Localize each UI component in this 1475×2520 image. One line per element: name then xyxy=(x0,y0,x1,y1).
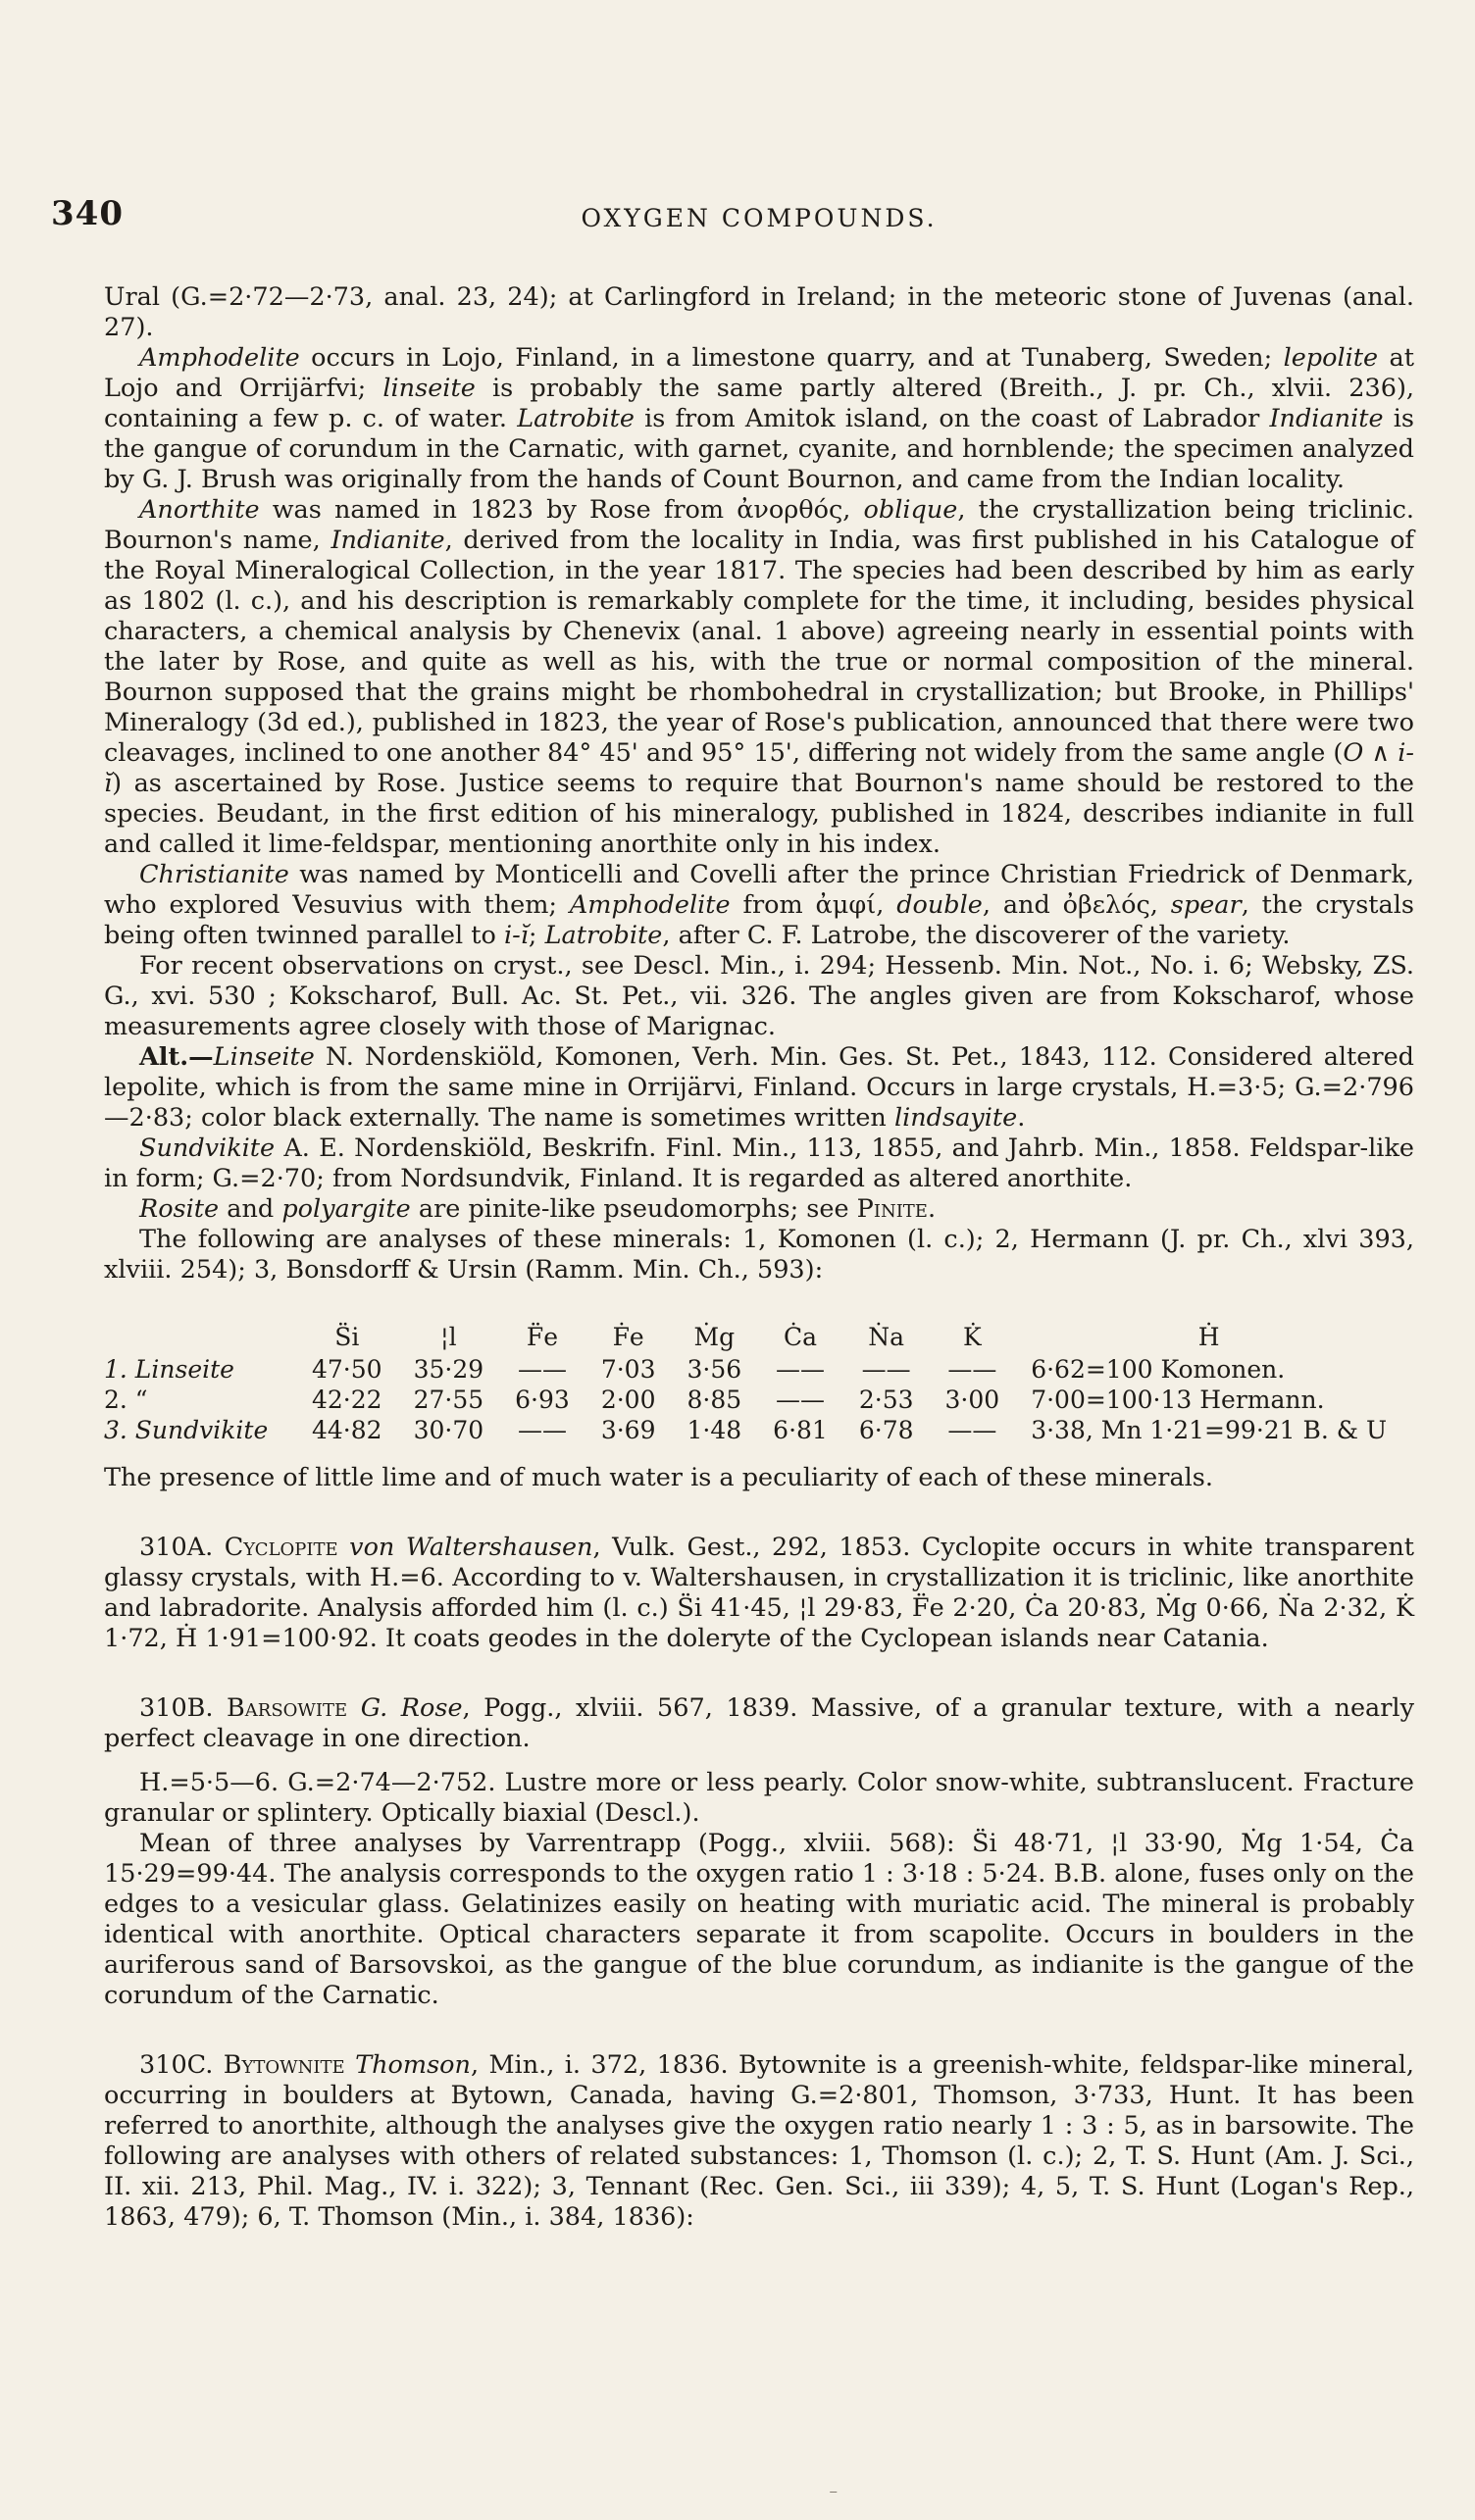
table-header-cell: F̈e xyxy=(526,1322,559,1351)
table-cell: 42·22 xyxy=(312,1386,382,1414)
table-cell: 6·62=100 Komonen. xyxy=(1031,1355,1286,1384)
table-cell: 3·56 xyxy=(687,1355,742,1384)
table-cell: —— xyxy=(517,1355,567,1384)
pinite-cross-reference: Pinite xyxy=(856,1194,928,1224)
table-cell: 47·50 xyxy=(312,1355,382,1384)
paragraph-barsowite-analysis: Mean of three analyses by Varrentrapp (Pogg., xlviii. 568): S̈i 48·71, ¦l 33·90, Ṁg 1·54, Ċa 15·29=99·44. The analysis corresponds to the oxygen ratio 1 : 3·18 : 5·24. B.B. alone, fuses only on the edges to a vesicular glass. Gelatinizes easily on heating with muriatic acid. The mineral is probably identical with anorthite. Optical characters separate it from scapolite. Occurs in boulders in the auriferous sand of Barsovskoi, as the gangue of the blue corundum, as indianite is the gangue of the corundum of the Carnatic. xyxy=(104,1829,1414,2010)
paragraph-alteration: Alt.—Linseite N. Nordenskiöld, Komonen, Verh. Min. Ges. St. Pet., 1843, 112. Considered altered lepolite, which is from the same mine in Orrijärvi, Finland. Occurs in large crystals, H.=3·5; G.=2·796 —2·83; color black externally. The name is sometimes written lindsayite. xyxy=(104,1042,1414,1133)
section-310c-bytownite: 310C. Bytownite Thomson, Min., i. 372, 1836. Bytownite is a greenish-white, feldspar-like mineral, occurring in boulders at Bytown, Canada, having G.=2·801, Thomson, 3·733, Hunt. It has been referred to anorthite, although the analyses give the oxygen ratio nearly 1 : 3 : 5, as in barsowite. The following are analyses with others of related substances: 1, Thomson (l. c.); 2, T. S. Hunt (Am. J. Sci., II. xii. 213, Phil. Mag., IV. i. 322); 3, Tennant (Rec. Gen. Sci., iii 339); 4, 5, T. S. Hunt (Logan's Rep., 1863, 479); 6, T. Thomson (Min., i. 384, 1836): xyxy=(104,2050,1414,2232)
table-row xyxy=(104,1354,1434,1385)
table-cell: —— xyxy=(776,1386,825,1414)
table-cell: 3·69 xyxy=(600,1416,656,1444)
table-cell: 2·53 xyxy=(858,1386,914,1414)
table-header-cell: Ċa xyxy=(783,1322,818,1351)
section-heading: Cyclopite xyxy=(224,1533,338,1562)
table-header-cell xyxy=(1402,1319,1434,1354)
table-cell: 6·78 xyxy=(858,1416,914,1444)
section-heading: Bytownite xyxy=(223,2050,345,2080)
table-header-cell: S̈i xyxy=(334,1322,360,1351)
table-header-cell: Ṅa xyxy=(868,1322,905,1351)
table-cell: 1·48 xyxy=(687,1416,742,1444)
page-header xyxy=(51,194,1414,243)
table-cell: —— xyxy=(776,1355,825,1384)
table-cell: 8·85 xyxy=(687,1386,742,1414)
table-header-cell: Ḣ xyxy=(1197,1322,1220,1351)
analysis-table-header xyxy=(104,1319,1434,1354)
table-cell: 3. Sundvikite xyxy=(104,1416,269,1444)
table-cell: 3·00 xyxy=(944,1386,1000,1414)
table-cell: 44·82 xyxy=(312,1416,382,1444)
table-header-cell: ¦l xyxy=(440,1322,457,1351)
paragraph-rosite: Rosite and polyargite are pinite-like pseudomorphs; see Pinite. xyxy=(139,1194,937,1224)
table-header-cell: Ṁg xyxy=(693,1322,736,1351)
table-row xyxy=(104,1385,1434,1415)
table-cell: 30·70 xyxy=(413,1416,484,1444)
paragraph-christianite: Christianite was named by Monticelli and Covelli after the prince Christian Friedrick of Denmark, who explored Vesuvius with them; Amphodelite from ἀμφί, double, and ὀβελός, spear, the crystals being often twinned parallel to i-ĭ; Latrobite, after C. F. Latrobe, the discoverer of the variety. xyxy=(104,860,1414,950)
table-cell: 2. “ xyxy=(104,1386,148,1414)
table-cell: 3·38, Mn 1·21=99·21 B. & U xyxy=(1031,1416,1388,1444)
paragraph-ural: Ural (G.=2·72—2·73, anal. 23, 24); at Carlingford in Ireland; in the meteoric stone of Juvenas (anal. 27). xyxy=(104,282,1414,342)
body-text xyxy=(104,282,1414,2233)
table-cell: —— xyxy=(517,1416,567,1444)
paragraph-barsowite-physical: H.=5·5—6. G.=2·74—2·752. Lustre more or less pearly. Color snow-white, subtranslucent. Fracture granular or splintery. Optically biaxial (Descl.). xyxy=(104,1768,1414,1828)
paragraph-recent-observations: For recent observations on cryst., see Descl. Min., i. 294; Hessenb. Min. Not., No. i. 6; Websky, ZS. G., xvi. 530 ; Kokscharof, Bull. Ac. St. Pet., vii. 326. The angles given are from Kokscharof, whose measurements agree closely with those of Marignac. xyxy=(104,951,1414,1041)
table-cell: 35·29 xyxy=(413,1355,484,1384)
table-cell: 1. Linseite xyxy=(104,1355,234,1384)
table-header-cell xyxy=(104,1319,296,1354)
table-cell: 2·00 xyxy=(600,1386,656,1414)
section-310b-barsowite: 310B. Barsowite G. Rose, Pogg., xlviii. 567, 1839. Massive, of a granular texture, with a nearly perfect cleavage in one direction. xyxy=(104,1693,1414,1753)
analysis-table xyxy=(104,1319,1434,1445)
paragraph-amphodelite: Amphodelite occurs in Lojo, Finland, in a limestone quarry, and at Tunaberg, Sweden; lepolite at Lojo and Orrijärfvi; linseite is probably the same partly altered (Breith., J. pr. Ch., xlvii. 236), containing a few p. c. of water. Latrobite is from Amitok island, on the coast of Labrador Indianite is the gangue of corundum in the Carnatic, with garnet, cyanite, and hornblende; the specimen analyzed by G. J. Brush was originally from the hands of Count Bournon, and came from the Indian locality. xyxy=(104,343,1414,494)
table-header-cell: K̇ xyxy=(963,1322,982,1351)
table-cell: —— xyxy=(947,1355,997,1384)
paragraph-anorthite: Anorthite was named in 1823 by Rose from ἀνορθός, oblique, the crystallization being triclinic. Bournon's name, Indianite, derived from the locality in India, was first published in his Catalogue of the Royal Mineralogical Collection, in the year 1817. The species had been described by him as early as 1802 (l. c.), and his description is remarkably complete for the time, it including, besides physical characters, a chemical analysis by Chenevix (anal. 1 above) agreeing nearly in essential points with the later by Rose, and quite as well as his, with the true or normal composition of the mineral. Bournon supposed that the grains might be rhombohedral in crystallization; but Brooke, in Phillips' Mineralogy (3d ed.), published in 1823, the year of Rose's publication, announced that there were two cleavages, inclined to one another 84° 45' and 95° 15', differing not widely from the same angle (O ∧ i-ĭ) as ascertained by Rose. Justice seems to require that Bournon's name should be restored to the species. Beudant, in the first edition of his mineralogy, published in 1824, describes indianite in full and called it lime-feldspar, mentioning anorthite only in his index. xyxy=(104,495,1415,859)
table-cell: 27·55 xyxy=(413,1386,484,1414)
table-cell: —— xyxy=(947,1416,997,1444)
footer-mark: ⁻ xyxy=(829,2486,839,2506)
running-title: OXYGEN COMPOUNDS. xyxy=(581,204,938,232)
section-heading: Barsowite xyxy=(227,1693,348,1723)
paragraph-presence-of-lime: The presence of little lime and of much water is a peculiarity of each of these minerals. xyxy=(104,1463,1214,1492)
table-cell: 7·00=100·13 Hermann. xyxy=(1031,1386,1325,1414)
table-header-cell: Ḟe xyxy=(612,1322,644,1351)
paragraph-sundvikite: Sundvikite A. E. Nordenskiöld, Beskrifn. Finl. Min., 113, 1855, and Jahrb. Min., 1858. Feldspar-like in form; G.=2·70; from Nordsundvik, Finland. It is regarded as altered anorthite. xyxy=(104,1134,1414,1193)
section-310a-cyclopite: 310A. Cyclopite von Waltershausen, Vulk. Gest., 292, 1853. Cyclopite occurs in white transparent glassy crystals, with H.=6. According to v. Waltershausen, in crystallization it is triclinic, like anorthite and labradorite. Analysis afforded him (l. c.) S̈i 41·45, ¦l 29·83, F̈e 2·20, Ċa 20·83, Ṁg 0·66, Ṅa 2·32, K̇ 1·72, Ḣ 1·91=100·92. It coats geodes in the doleryte of the Cyclopean islands near Catania. xyxy=(104,1533,1414,1653)
table-cell: —— xyxy=(861,1355,911,1384)
table-cell: 6·81 xyxy=(773,1416,828,1444)
page-number: 340 xyxy=(51,194,124,233)
table-cell: 6·93 xyxy=(515,1386,570,1414)
table-row xyxy=(104,1415,1434,1445)
table-cell: 7·03 xyxy=(600,1355,656,1384)
paragraph-analyses-intro: The following are analyses of these minerals: 1, Komonen (l. c.); 2, Hermann (J. pr. Ch., xlvi 393, xlviii. 254); 3, Bonsdorff & Ursin (Ramm. Min. Ch., 593): xyxy=(104,1225,1414,1285)
